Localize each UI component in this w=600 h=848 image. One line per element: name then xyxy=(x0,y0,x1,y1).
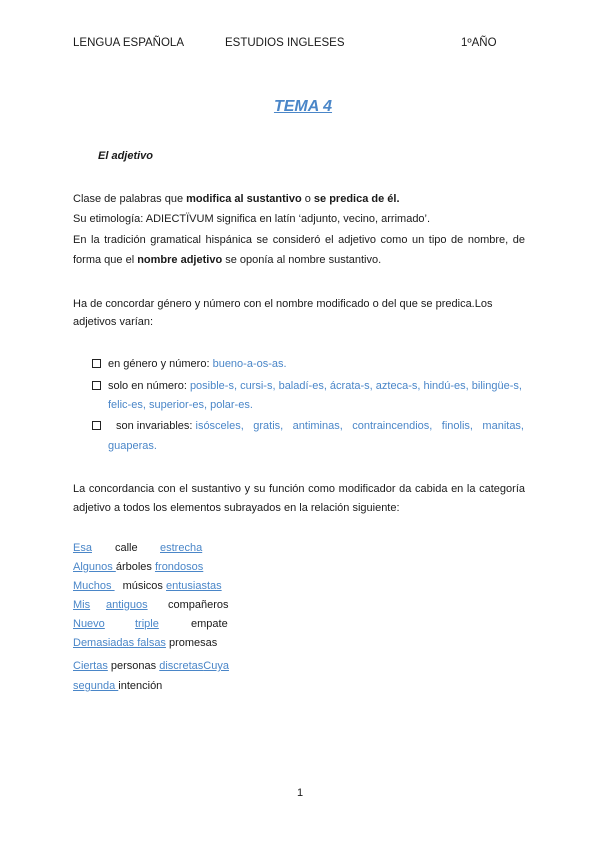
section-subtitle: El adjetivo xyxy=(98,150,154,162)
example-row xyxy=(73,659,229,673)
plain-word: intención xyxy=(118,680,163,692)
header-program: ESTUDIOS INGLESES xyxy=(225,37,345,49)
page-title: TEMA 4 xyxy=(273,98,333,115)
list-item-examples: isósceles, gratis, antiminas, contraincendios, finolis, manitas, xyxy=(195,420,524,432)
plain-word: promesas xyxy=(165,637,218,649)
intro-bold: modifica al sustantivo xyxy=(186,193,302,205)
list-item-label: son invariables: xyxy=(116,420,193,432)
underlined-word: segunda xyxy=(73,680,119,692)
agreement-line-1: Ha de concordar género y número con el nombre modificado o del que se predica.Los xyxy=(73,298,493,310)
list-item-label: solo en número: xyxy=(108,380,190,392)
plain-word: úsicos xyxy=(131,580,166,592)
underlined-word: estrecha xyxy=(160,542,203,554)
underlined-word: Demasiadas falsas xyxy=(73,637,166,649)
list-item-label: en género y número: xyxy=(108,358,213,370)
concord-line-1: La concordancia con el sustantivo y su función como modificador da cabida en la categoría xyxy=(73,483,525,495)
underlined-word: Ciertas xyxy=(73,660,108,672)
underlined-word: entusiastas xyxy=(166,580,222,592)
underlined-word: Nuevo xyxy=(73,618,105,630)
intro-line-1 xyxy=(73,190,525,208)
underlined-word: Mis xyxy=(73,599,91,611)
agreement-line-2: adjetivos varían: xyxy=(73,316,154,328)
list-item-examples-continued: guaperas. xyxy=(108,440,157,452)
page-number: 1 xyxy=(296,787,304,799)
intro-text: Clase de palabras que xyxy=(73,193,187,205)
plain-word: á xyxy=(115,561,122,573)
plain-word: empate xyxy=(191,618,228,630)
plain-word: personas xyxy=(110,660,157,672)
list-item-examples-continued: felic-es, superior-es, polar-es. xyxy=(108,399,253,411)
checkbox-icon xyxy=(92,359,101,368)
list-item-examples: posible-s, cursi-s, baladí-es, ácrata-s, azteca-s, hindú-es, bilingüe-s, xyxy=(189,380,522,392)
checkbox-icon xyxy=(92,421,101,430)
list-item xyxy=(108,376,522,396)
intro-line-3: En la tradición gramatical hispánica se consideró el adjetivo como un tipo de nombre, de xyxy=(73,234,525,246)
example-row xyxy=(73,679,162,693)
header-subject: LENGUA ESPAÑOLA xyxy=(73,37,184,49)
list-item-examples: bueno-a-os-as. xyxy=(212,358,287,370)
checkbox-icon xyxy=(92,381,101,390)
intro-line-2: Su etimología: ADIECTÏVUM significa en latín ‘adjunto, vecino, arrimado’. xyxy=(73,213,431,225)
intro-text: se oponía al nombre sustantivo. xyxy=(222,254,382,266)
example-row xyxy=(73,636,217,650)
underlined-word: discretas xyxy=(159,660,204,672)
underlined-word: Muchos xyxy=(73,580,115,592)
plain-word: compañeros xyxy=(168,599,229,611)
underlined-word: Algunos xyxy=(73,561,116,573)
intro-text: forma que el xyxy=(73,254,138,266)
plain-word: calle xyxy=(115,542,138,554)
intro-bold: se predica de él. xyxy=(313,193,400,205)
underlined-word: Cuya xyxy=(203,660,229,672)
underlined-word: Esa xyxy=(73,542,92,554)
intro-bold: nombre adjetivo xyxy=(137,254,223,266)
underlined-word: frondosos xyxy=(154,561,204,573)
intro-line-4 xyxy=(73,251,525,269)
header-year: 1ºAÑO xyxy=(461,37,497,49)
underlined-word: antiguos xyxy=(106,599,148,611)
plain-word: m xyxy=(122,580,132,592)
list-item xyxy=(108,416,524,436)
concord-line-2: adjetivo a todos los elementos subrayados en la relación siguiente: xyxy=(73,502,400,514)
underlined-word: triple xyxy=(135,618,159,630)
example-row xyxy=(73,560,203,574)
example-row xyxy=(73,579,222,593)
list-item xyxy=(108,354,287,374)
plain-word: rboles xyxy=(121,561,155,573)
intro-text: o xyxy=(301,193,314,205)
